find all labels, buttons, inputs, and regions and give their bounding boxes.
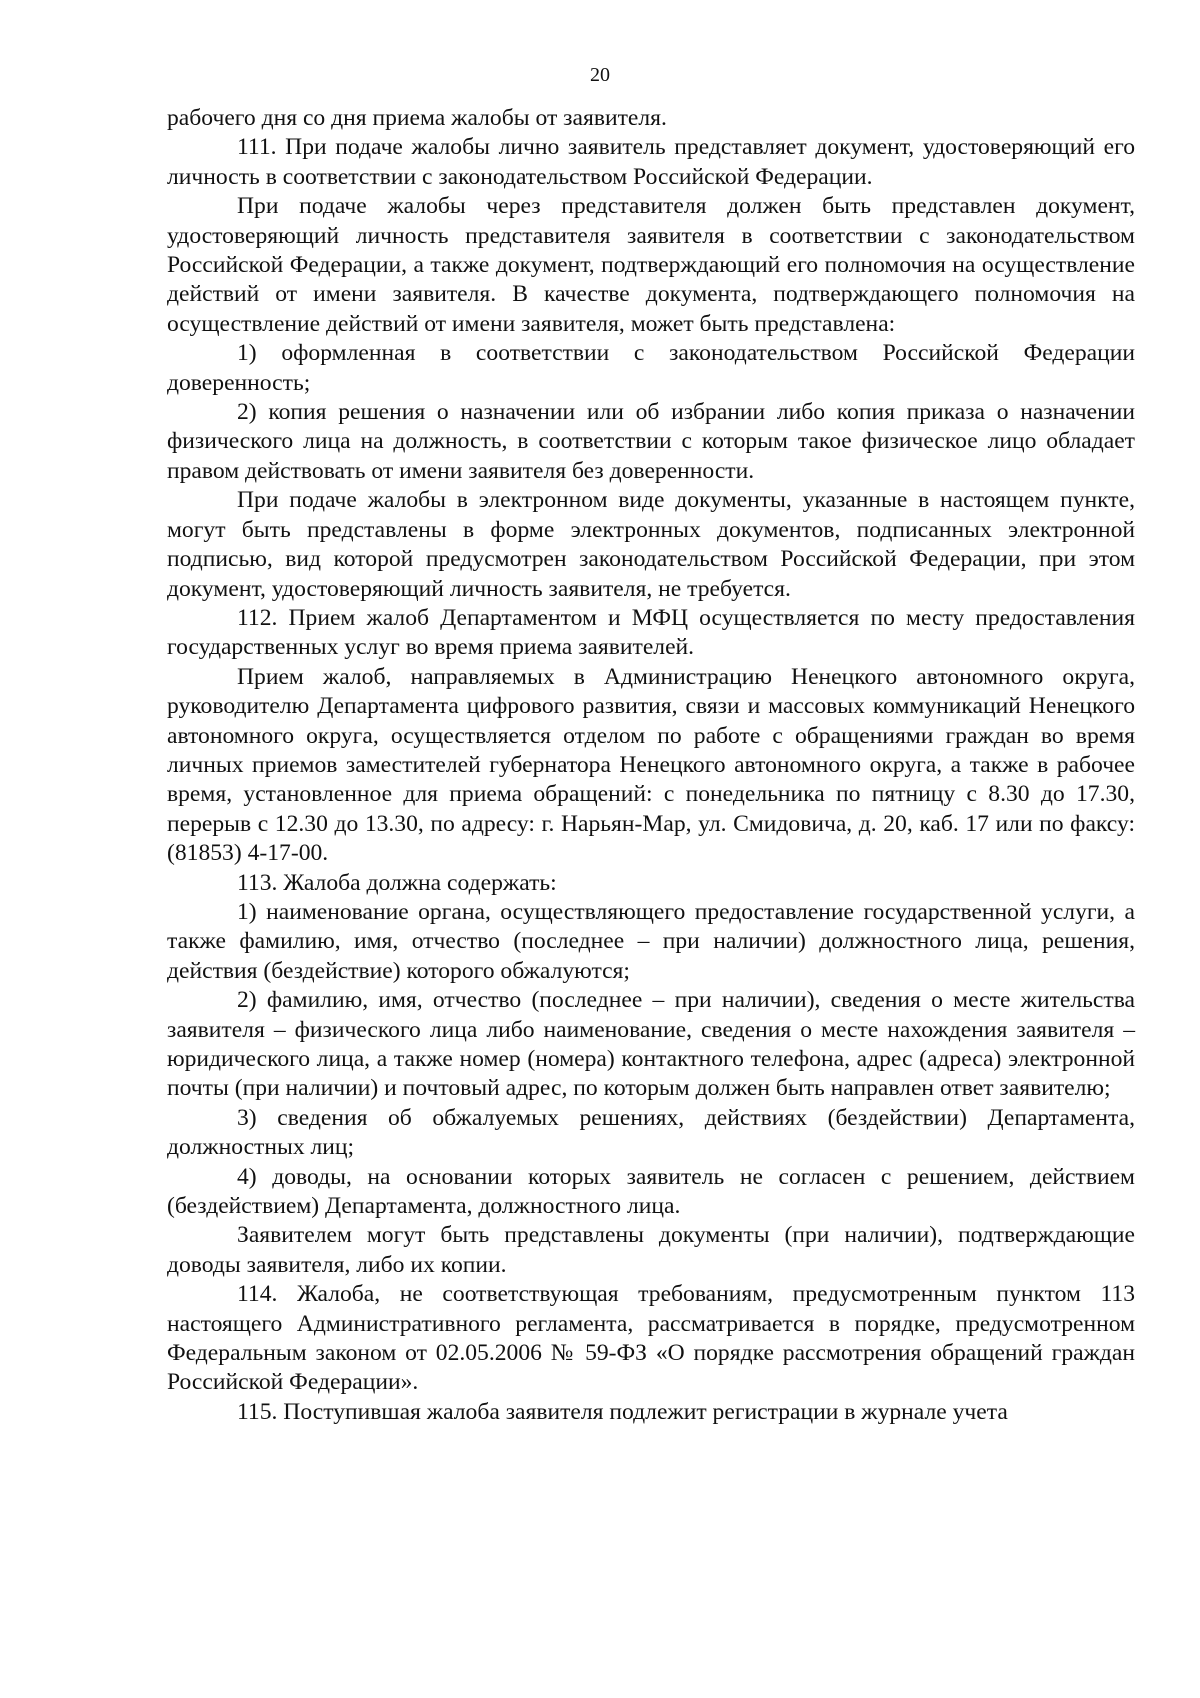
document-body	[167, 104, 1135, 1427]
paragraph-item-2-decision-copy: 2) копия решения о назначении или об избрании либо копия приказа о назначении физического лица на должность, в соответствии с которым такое физическое лицо обладает правом действовать от имени заявителя без доверенности.	[167, 399, 1135, 484]
paragraph-113-item-4: 4) доводы, на основании которых заявитель не согласен с решением, действием (бездействием) Департамента, должностного лица.	[167, 1163, 1135, 1220]
paragraph-115: 115. Поступившая жалоба заявителя подлежит регистрации в журнале учета	[237, 1398, 1008, 1425]
paragraph-item-1-power-of-attorney: 1) оформленная в соответствии с законодательством Российской Федерации доверенность;	[167, 340, 1135, 396]
paragraph-111: 111. При подаче жалобы лично заявитель представляет документ, удостоверяющий его личность в соответствии с законодательством Российской Федерации.	[167, 134, 1135, 190]
page-number: 20	[590, 64, 610, 86]
paragraph-representative: При подаче жалобы через представителя должен быть представлен документ, удостоверяющий личность представителя заявителя в соответствии с законодательством Российской Федерации, а также документ, подтверждающий его полномочия на осуществление действий от имени заявителя. В качестве документа, подтверждающего полномочия на осуществление действий от имени заявителя, может быть представлена:	[167, 193, 1135, 337]
paragraph-113: 113. Жалоба должна содержать:	[237, 869, 557, 896]
paragraph-113-item-3: 3) сведения об обжалуемых решениях, действиях (бездействии) Департамента, должностных лиц;	[167, 1104, 1135, 1161]
paragraph-reception-administration: Прием жалоб, направляемых в Администрацию Ненецкого автономного округа, руководителю Департамента цифрового развития, связи и массовых коммуникаций Ненецкого автономного округа, осуществляется отделом по работе с обращениями граждан во время личных приемов заместителей губернатора Ненецкого автономного округа, а также в рабочее время, установленное для приема обращений: с понедельника по пятницу с 8.30 до 17.30, перерыв с 12.30 до 13.30, по адресу: г. Нарьян-Мар, ул. Смидовича, д. 20, каб. 17 или по факсу: (81853) 4-17-00.	[167, 663, 1135, 867]
paragraph-electronic-submission: При подаче жалобы в электронном виде документы, указанные в настоящем пункте, могут быть представлены в форме электронных документов, подписанных электронной подписью, вид которой предусмотрен законодательством Российской Федерации, при этом документ, удостоверяющий личность заявителя, не требуется.	[167, 487, 1135, 602]
paragraph-113-item-2: 2) фамилию, имя, отчество (последнее – при наличии), сведения о месте жительства заявителя – физического лица либо наименование, сведения о месте нахождения заявителя – юридического лица, а также номер (номера) контактного телефона, адрес (адреса) электронной почты (при наличии) и почтовый адрес, по которым должен быть направлен ответ заявителю;	[167, 987, 1135, 1102]
paragraph-continuation: рабочего дня со дня приема жалобы от заявителя.	[167, 105, 667, 131]
paragraph-113-item-1: 1) наименование органа, осуществляющего предоставление государственной услуги, а также фамилию, имя, отчество (последнее – при наличии) должностного лица, решения, действия (бездействие) которого обжалуются;	[167, 898, 1135, 984]
paragraph-supporting-documents: Заявителем могут быть представлены документы (при наличии), подтверждающие доводы заявителя, либо их копии.	[167, 1222, 1135, 1278]
paragraph-114: 114. Жалоба, не соответствующая требованиям, предусмотренным пунктом 113 настоящего Административного регламента, рассматривается в порядке, предусмотренном Федеральным законом от 02.05.2006 № 59-ФЗ «О порядке рассмотрения обращений граждан Российской Федерации».	[167, 1281, 1135, 1396]
paragraph-112: 112. Прием жалоб Департаментом и МФЦ осуществляется по месту предоставления государственных услуг во время приема заявителей.	[167, 604, 1135, 661]
